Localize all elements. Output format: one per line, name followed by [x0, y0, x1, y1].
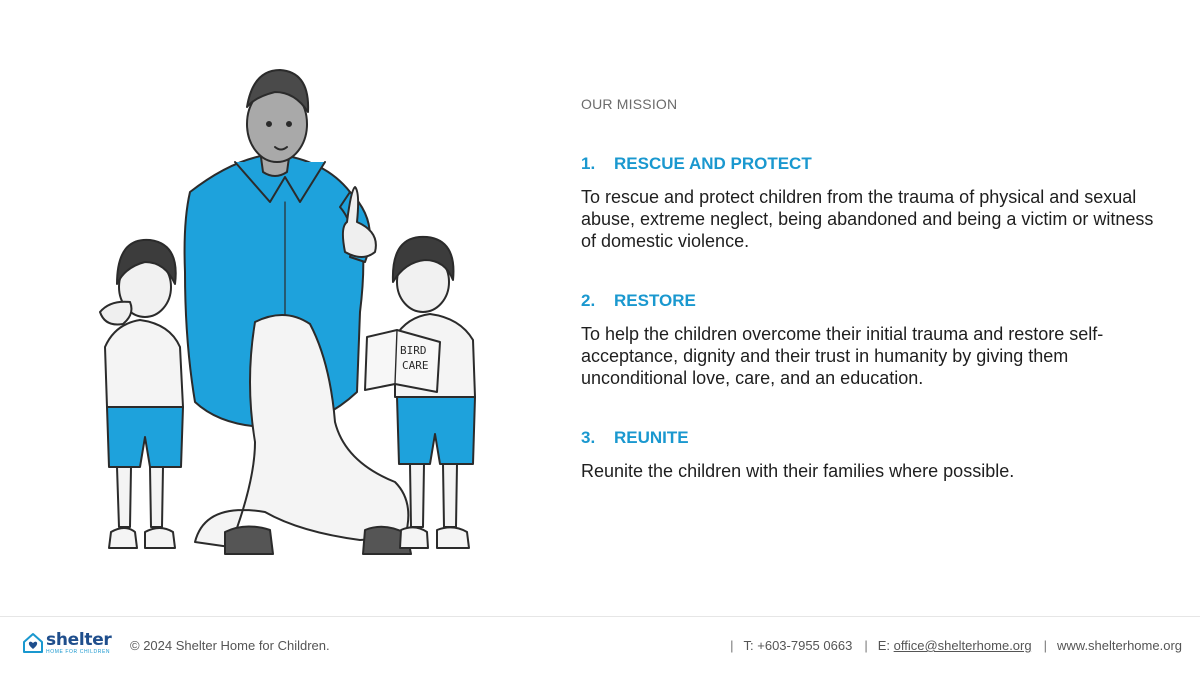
mission-item-title-text: REUNITE: [614, 428, 689, 447]
logo-tagline: HOME FOR CHILDREN: [46, 648, 111, 655]
website-link[interactable]: www.shelterhome.org: [1057, 638, 1182, 653]
mission-item-body: To help the children overcome their initial trauma and restore self-acceptance, dignity and their trust in humanity by giving them unconditional love, care, and an education.: [581, 324, 1104, 388]
email-contact: [878, 638, 1032, 653]
mission-item-body: To rescue and protect children from the trauma of physical and sexual abuse, extreme neglect, being abandoned and being a victim or witness of domestic violence.: [581, 187, 1154, 251]
copyright-text: © 2024 Shelter Home for Children.: [130, 638, 330, 653]
phone-number: T: +603-7955 0663: [743, 638, 853, 653]
mission-item-number: 2.: [581, 291, 596, 310]
email-link[interactable]: office@shelterhome.org: [893, 638, 1032, 653]
house-heart-icon: [22, 631, 44, 655]
footer: [0, 616, 1200, 674]
mission-item-reunite: [581, 428, 1161, 482]
contact-info: [730, 638, 1182, 653]
separator: |: [864, 638, 868, 653]
separator: |: [1043, 638, 1047, 653]
mission-item-body: Reunite the children with their families where possible.: [581, 461, 1015, 481]
mission-item-title: [581, 428, 1161, 448]
logo-name: shelter: [46, 629, 112, 650]
mission-item-restore: [581, 291, 1161, 389]
mission-item-title-text: RESCUE AND PROTECT: [614, 154, 812, 173]
separator: |: [730, 638, 734, 653]
illustration-svg: [95, 62, 495, 562]
email-prefix: E:: [877, 638, 894, 653]
caregiver-children-illustration: [95, 62, 495, 562]
book-title-line2: CARE: [402, 359, 429, 372]
mission-item-rescue: [581, 154, 1161, 252]
mission-item-number: 3.: [581, 428, 596, 447]
mission-heading: OUR MISSION: [581, 96, 678, 112]
shelter-logo[interactable]: [22, 631, 112, 655]
mission-item-title: [581, 291, 1161, 311]
book-title-line1: BIRD: [400, 344, 427, 357]
mission-section: [581, 96, 1161, 482]
mission-item-title: [581, 154, 1161, 174]
logo-text: [46, 629, 112, 655]
mission-item-number: 1.: [581, 154, 596, 173]
mission-item-title-text: RESTORE: [614, 291, 696, 310]
